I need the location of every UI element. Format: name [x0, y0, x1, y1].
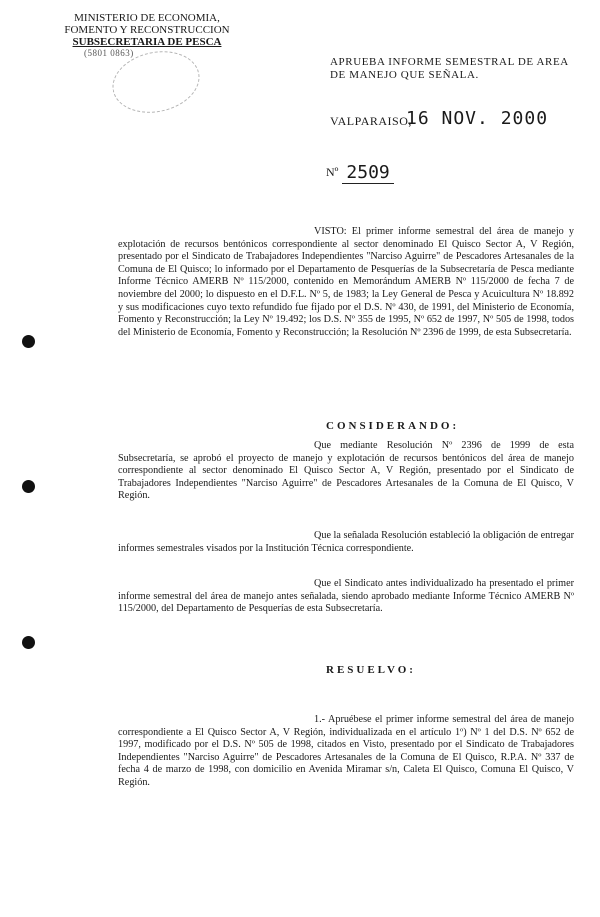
- ministry-line-2: FOMENTO Y RECONSTRUCCION: [64, 24, 230, 36]
- punch-hole: [22, 480, 35, 493]
- place-label: VALPARAISO,: [330, 114, 412, 128]
- considerando-paragraph-1: Que mediante Resolución Nº 2396 de 1999 de esta Subsecretaría, se aprobó el proyecto de manejo y explotación de recursos bentónicos del área de manejo correspondiente al sector denominado El Quisco Sector A, V Región, presentado por el Sindicato de Trabajadores Independientes "Narciso Aguirre" de Pescadores Artesanales de la Comuna de El Quisco, V Región.: [118, 440, 574, 502]
- resuelvo-paragraph-1: 1.- Apruébese el primer informe semestral del área de manejo correspondiente a El Quisco Sector A, V Región, individualizada en el artículo 1º) Nº 1 del D.S. Nº 652 de 1997, modificado por el D.S. Nº 505 de 1998, citados en Visto, presentado por el Sindicato de Trabajadores Independientes "Narciso Aguirre" de Pescadores Artesanales de la Comuna de El Quisco, R.P.A. Nº 337 de fecha 4 de marzo de 1998, con domicilio en Avenida Miramar s/n, Caleta El Quisco, Comuna El Quisco, V Región.: [118, 714, 574, 788]
- punch-hole: [22, 335, 35, 348]
- considerando-heading: CONSIDERANDO:: [326, 420, 460, 432]
- punch-hole: [22, 636, 35, 649]
- stamp-code: (5801 0863): [84, 48, 134, 58]
- considerando-paragraph-3: Que el Sindicato antes individualizado ha presentado el primer informe semestral del área de manejo antes señalada, siendo aprobado mediante Informe Técnico AMERB Nº 115/2000, del Departamento de Pesquerías de esta Subsecretaría.: [118, 578, 574, 615]
- ministry-header: [52, 12, 242, 48]
- subsecretaria-label: SUBSECRETARIA DE PESCA: [72, 36, 222, 48]
- resolution-number: [326, 162, 394, 183]
- subject-line: APRUEBA INFORME SEMESTRAL DE AREA DE MANEJO QUE SEÑALA.: [330, 56, 569, 81]
- ministry-line-1: MINISTERIO DE ECONOMIA,: [74, 12, 220, 24]
- considerando-paragraph-2: Que la señalada Resolución estableció la obligación de entregar informes semestrales visados por la Institución Técnica correspondiente.: [118, 530, 574, 554]
- visto-paragraph: VISTO: El primer informe semestral del área de manejo y explotación de recursos bentónicos correspondiente al sector denominado El Quisco Sector A, V Región, presentado por el Sindicato de Trabajadores Independientes "Narciso Aguirre" de Pescadores Artesanales de la Comuna de El Quisco; lo informado por el Departamento de Pesquerías de la Subsecretaría de Pesca mediante Informe Técnico AMERB Nº 115/2000, contenido en Memorándum AMERB Nº 115/2000 de fecha 7 de noviembre del 2000; lo dispuesto en el D.F.L. Nº 5, de 1983; la Ley General de Pesca y Acuicultura Nº 18.892 y sus modificaciones cuyo texto refundido fue fijado por el D.S. Nº 430, de 1991, del Ministerio de Economía, Fomento y Reconstrucción; la Ley Nº 19.492; los D.S. Nº 355 de 1995, Nº 652 de 1997, Nº 505 de 1998, todos del Ministerio de Economía, Fomento y Reconstrucción; la Resolución Nº 2396 de 1999, de esta Subsecretaría.: [118, 226, 574, 338]
- resuelvo-heading: RESUELVO:: [326, 664, 416, 676]
- number-label: Nº: [326, 165, 339, 179]
- number-value: 2509: [342, 162, 393, 184]
- date-stamp: 16 NOV. 2000: [406, 108, 549, 129]
